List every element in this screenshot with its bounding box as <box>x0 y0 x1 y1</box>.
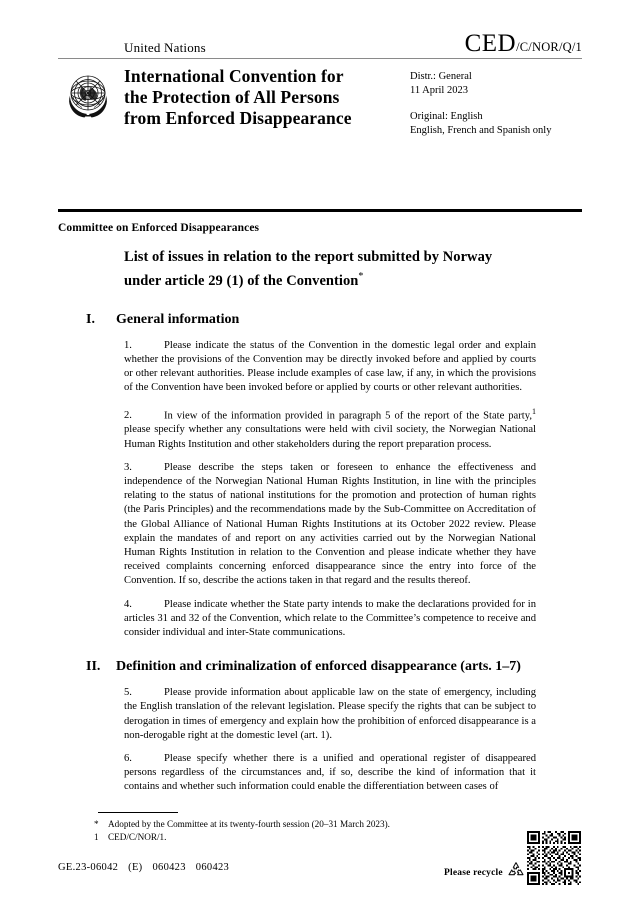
job-number: GE.23-06042 <box>58 862 119 873</box>
masthead <box>58 30 582 57</box>
available-languages: English, French and Spanish only <box>410 125 552 136</box>
section-heading <box>86 311 536 329</box>
title-band <box>58 66 582 138</box>
paragraph-text: Please describe the steps taken or foreseen to enhance the effectiveness and independence of the Norwegian National Human Rights Institution, in line with the principles relating to the status of national institutions for the promotion and protection of human rights (the Paris Principles) and the recommendations made by the Sub-Committee on Accreditation of the Global Alliance of National Human Rights Institutions at its October 2022 review. Please explain the mandates of and report on any activities carried out by the Norwegian National Human Rights Institution in relation to the Convention and please indicate whether they have received complaints concerning enforced disappearance since the entry into force of the Convention. If so, describe the actions taken in that regard and the results thereof. <box>124 461 536 587</box>
footnote-item <box>94 831 534 844</box>
footer-document-code <box>58 862 239 873</box>
convention-title-line-1: International Convention for <box>124 66 344 86</box>
distribution-line: Distr.: General <box>410 71 472 82</box>
paragraph-number: 4. <box>124 598 132 610</box>
date-code-2: 060423 <box>195 862 230 873</box>
footnote-mark: * <box>94 819 99 829</box>
document-symbol-main: CED <box>464 30 517 57</box>
section-heading <box>86 658 536 676</box>
document-body <box>86 248 536 804</box>
footnotes <box>94 818 534 843</box>
paragraph <box>124 686 536 743</box>
date-code-1: 060423 <box>152 862 186 873</box>
section-paragraphs <box>124 686 536 794</box>
footnote-item <box>94 818 534 831</box>
organization-name: United Nations <box>124 40 206 55</box>
recycle-notice <box>444 860 526 885</box>
footnote-separator <box>98 812 178 813</box>
page-title <box>124 248 536 291</box>
masthead-rule <box>58 58 582 59</box>
paragraph-footnote-mark: 1 <box>532 406 536 416</box>
paragraph-number: 6. <box>124 753 132 765</box>
section-numeral: II. <box>86 659 101 675</box>
footnote-text: Adopted by the Committee at its twenty-fourth session (20–31 March 2023). <box>108 819 390 829</box>
convention-title <box>124 66 404 129</box>
paragraph-number: 2. <box>124 410 132 422</box>
section-title: General information <box>116 311 240 327</box>
page-title-line-2 <box>124 267 536 291</box>
un-emblem-icon <box>58 68 118 124</box>
paragraph <box>124 339 536 396</box>
paragraph-text: Please indicate the status of the Convention in the domestic legal order and explain whether the provisions of the Convention may be directly invoked before and applied by courts or other relevant authorities. Please include examples of case law, if any, in which the provisions of the Convention have been invoked before or applied by courts or other relevant authorities. <box>124 339 536 394</box>
paragraph-text-continued: please specify whether any consultations were held with civil society, the Norwegian National Human Rights Institution and other stakeholders during the report preparation process. <box>124 424 536 450</box>
section-title: Definition and criminalization of enforced disappearance (arts. 1–7) <box>116 659 521 675</box>
header-heavy-rule <box>58 209 582 212</box>
page-title-line-1: List of issues in relation to the report submitted by Norway <box>124 249 493 265</box>
convention-title-line-2: the Protection of All Persons <box>124 87 340 107</box>
committee-name: Committee on Enforced Disappearances <box>58 222 260 234</box>
section-paragraphs <box>124 339 536 640</box>
document-date: 11 April 2023 <box>410 85 468 96</box>
paragraph <box>124 461 536 589</box>
paragraph <box>124 598 536 641</box>
recycle-label: Please recycle <box>444 867 503 878</box>
document-symbol <box>465 31 582 56</box>
recycle-icon <box>506 860 526 885</box>
paragraph-text: Please provide information about applicable law on the state of emergency, including the English translation of the relevant legislation. Please specify the rights that can be subject to derogation in times of emergency and explain how the prohibition of enforced disappearance is a non-derogable right at the domestic level (art. 1). <box>124 687 536 741</box>
document-symbol-sub: /C/NOR/Q/1 <box>516 40 582 54</box>
section-numeral: I. <box>86 311 95 327</box>
language-code: (E) <box>128 862 143 873</box>
distribution-block <box>410 70 582 138</box>
page-title-footnote-mark: * <box>358 271 364 282</box>
footnote-mark: 1 <box>94 831 99 842</box>
paragraph-number: 3. <box>124 461 132 473</box>
convention-title-line-3: from Enforced Disappearance <box>124 108 352 128</box>
qr-code-icon <box>527 831 581 885</box>
paragraph <box>124 752 536 795</box>
page-title-line-2-text: under article 29 (1) of the Convention <box>124 272 359 289</box>
paragraph-number: 1. <box>124 339 132 351</box>
paragraph-text: Please specify whether there is a unified and operational register of disappeared persons regardless of the circumstances and, if so, describe the kind of information that it contains and whether such information could enable the differentiation between cases of <box>124 753 536 793</box>
paragraph-number: 5. <box>124 687 132 699</box>
paragraph-text: In view of the information provided in paragraph 5 of the report of the State party, <box>164 410 532 422</box>
footnote-text: CED/C/NOR/1. <box>108 831 167 842</box>
paragraph <box>124 405 536 452</box>
distribution-spacer <box>410 98 582 110</box>
section-definition-criminalization <box>86 658 536 794</box>
paragraph-text: Please indicate whether the State party intends to make the declarations provided for in articles 31 and 32 of the Convention, which relate to the Committee’s competence to receive and consider individual and inter-State communications. <box>124 598 536 639</box>
original-language: Original: English <box>410 111 483 122</box>
section-general-information <box>86 311 536 640</box>
